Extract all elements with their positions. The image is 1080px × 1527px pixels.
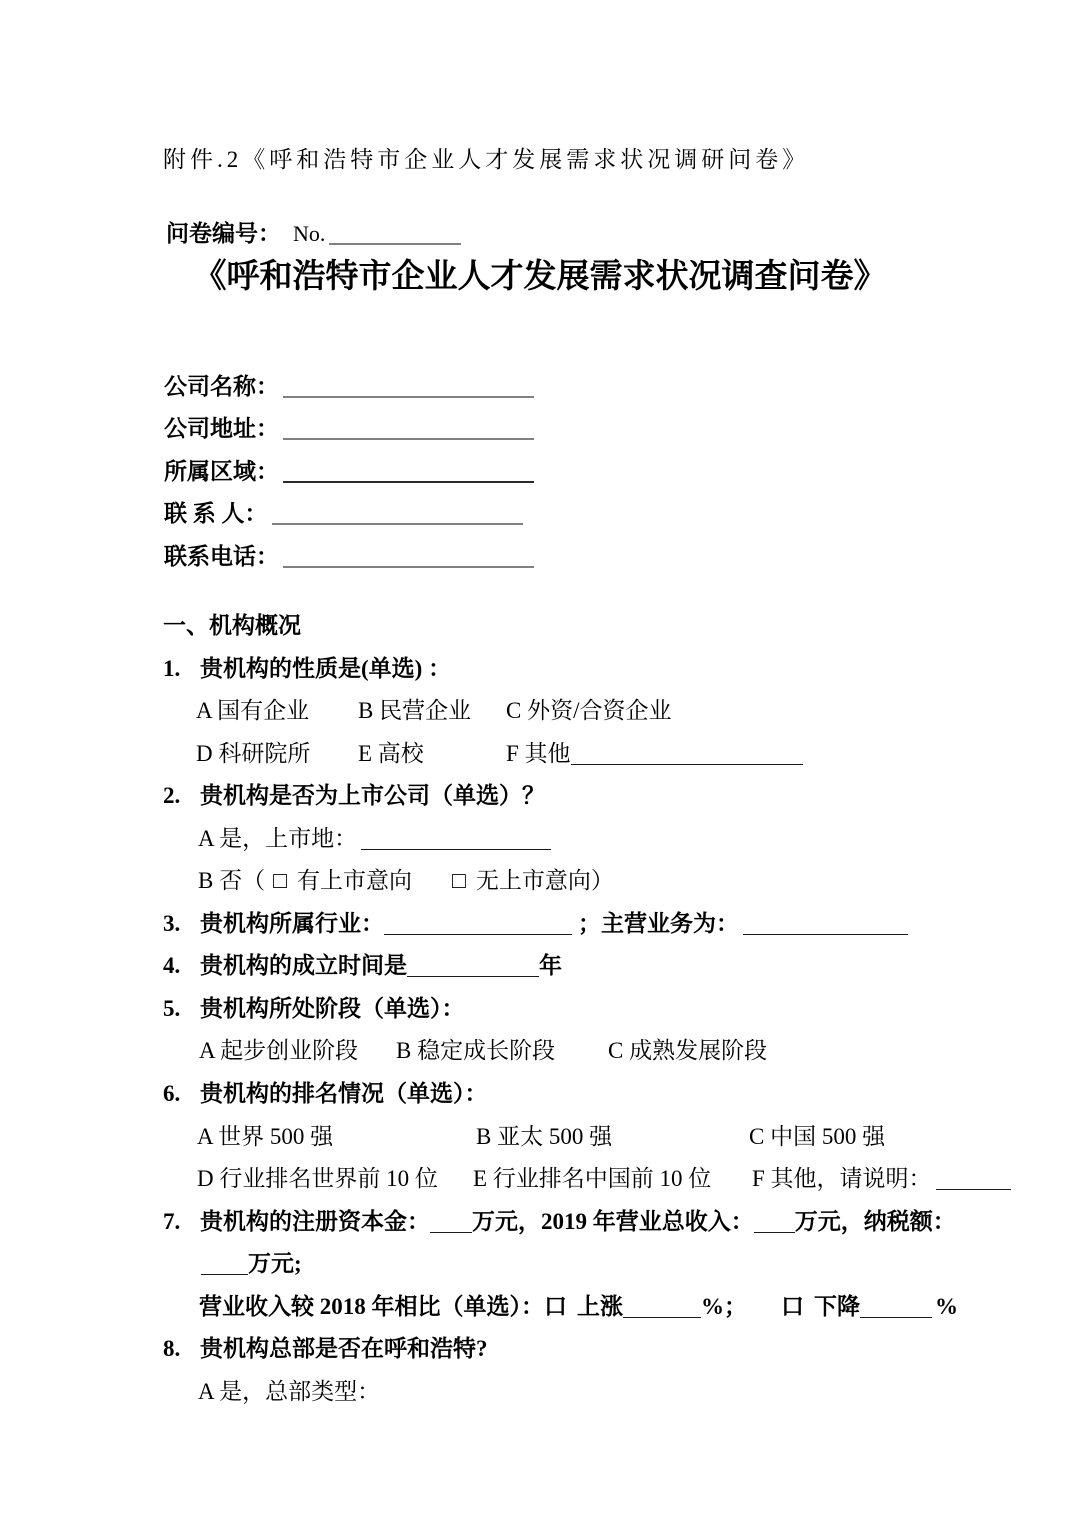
info-field-label: 公司名称： bbox=[164, 374, 279, 399]
section-heading: 一、机构概况 bbox=[163, 613, 301, 638]
question-text: 贵机构的性质是(单选) ： bbox=[200, 655, 452, 681]
checkbox-icon: 口 bbox=[544, 1293, 567, 1319]
question-number: 2. bbox=[163, 783, 181, 809]
question-6-options-row-2 bbox=[163, 1150, 1043, 1193]
info-row-company-name bbox=[164, 356, 534, 398]
survey-section bbox=[163, 597, 1043, 1405]
question-text: 贵机构总部是否在呼和浩特? bbox=[200, 1336, 488, 1362]
tax-amount-blank bbox=[201, 1260, 248, 1275]
info-field-blank bbox=[272, 509, 523, 525]
question-text: 万元，2019 年营业总收入： bbox=[472, 1208, 754, 1234]
question-7-continuation-row bbox=[163, 1235, 1043, 1278]
question-7-row bbox=[163, 1193, 1043, 1236]
checkbox-icon: □ bbox=[452, 868, 466, 894]
option-a-label: A 世界 500 强 bbox=[197, 1123, 334, 1149]
question-number: 8. bbox=[163, 1336, 181, 1362]
info-row-contact-phone bbox=[164, 526, 534, 568]
question-number: 4. bbox=[163, 953, 181, 979]
question-text: ；主营业务为： bbox=[578, 910, 739, 936]
info-field-label: 联系电话： bbox=[164, 543, 279, 569]
option-a-label: A 是，上市地： bbox=[198, 825, 358, 851]
question-8-row bbox=[163, 1320, 1043, 1363]
percent-label: % bbox=[935, 1293, 958, 1319]
question-text: 贵机构所属行业： bbox=[200, 910, 384, 936]
question-2-option-a-row bbox=[163, 810, 1043, 853]
attachment-line: 附件.2《呼和浩特市企业人才发展需求状况调研问卷》 bbox=[163, 147, 810, 172]
questionnaire-number-row bbox=[166, 215, 461, 248]
company-info-section bbox=[164, 356, 534, 568]
main-business-blank bbox=[743, 920, 908, 935]
page-title: 《呼和浩特市企业人才发展需求状况调查问卷》 bbox=[193, 259, 887, 295]
info-field-label: 公司地址： bbox=[164, 416, 279, 442]
percent-label: %； bbox=[701, 1293, 747, 1319]
option-a-label: A 国有企业 bbox=[196, 698, 310, 724]
option-f-other-blank bbox=[571, 750, 803, 765]
info-field-blank bbox=[283, 467, 534, 483]
question-1-options-row-2 bbox=[163, 725, 1043, 768]
question-text: 贵机构的注册资本金： bbox=[200, 1208, 430, 1234]
info-field-label: 联 系 人： bbox=[164, 501, 268, 527]
question-6-row bbox=[163, 1065, 1043, 1108]
info-field-blank bbox=[283, 424, 534, 440]
option-b-label: B 民营企业 bbox=[358, 698, 472, 724]
option-a-label: A 是，总部类型： bbox=[198, 1378, 381, 1404]
question-3-row bbox=[163, 895, 1043, 938]
option-c-label: C 中国 500 强 bbox=[749, 1123, 886, 1149]
question-text: 万元，纳税额： bbox=[794, 1208, 956, 1234]
question-text: 万元; bbox=[248, 1251, 302, 1277]
year-suffix-label: 年 bbox=[539, 953, 562, 979]
checkbox-icon: 口 bbox=[781, 1293, 804, 1319]
info-field-blank bbox=[283, 382, 534, 398]
rise-percent-blank bbox=[623, 1303, 701, 1318]
question-8-option-a-row bbox=[163, 1363, 1043, 1406]
option-c-label: C 外资/合资企业 bbox=[506, 698, 672, 724]
option-b-label: B 否（ bbox=[198, 868, 266, 894]
question-1-options-row-1 bbox=[163, 682, 1043, 725]
option-b-label: B 亚太 500 强 bbox=[476, 1123, 613, 1149]
option-e-label: E 高校 bbox=[358, 740, 424, 766]
option-no-listing-intent-label: 无上市意向） bbox=[475, 868, 614, 894]
question-7-compare-row bbox=[163, 1278, 1043, 1321]
question-2-option-b-row bbox=[163, 852, 1043, 895]
info-row-region bbox=[164, 441, 534, 483]
question-4-row bbox=[163, 937, 1043, 980]
option-a-label: A 起步创业阶段 bbox=[199, 1038, 359, 1064]
questionnaire-number-blank bbox=[329, 229, 461, 245]
question-number: 7. bbox=[163, 1208, 181, 1234]
question-6-options-row-1 bbox=[163, 1108, 1043, 1151]
question-text: 贵机构所处阶段（单选）： bbox=[200, 995, 465, 1021]
industry-blank bbox=[384, 920, 572, 935]
question-2-row bbox=[163, 767, 1043, 810]
question-number: 5. bbox=[163, 995, 181, 1021]
question-number: 3. bbox=[163, 910, 181, 936]
question-text: 贵机构的排名情况（单选）： bbox=[200, 1081, 488, 1107]
questionnaire-number-prefix: No. bbox=[293, 221, 326, 246]
option-e-label: E 行业排名中国前 10 位 bbox=[473, 1166, 712, 1192]
option-has-listing-intent-label: 有上市意向 bbox=[297, 868, 412, 894]
question-text: 贵机构是否为上市公司（单选）？ bbox=[200, 783, 545, 809]
option-d-label: D 行业排名世界前 10 位 bbox=[197, 1166, 438, 1192]
rise-label: 上涨 bbox=[577, 1293, 623, 1319]
registered-capital-blank bbox=[430, 1218, 472, 1233]
question-5-row bbox=[163, 980, 1043, 1023]
option-f-label: F 其他 bbox=[506, 740, 571, 766]
question-1-row bbox=[163, 640, 1043, 683]
question-text: 营业收入较 2018 年相比（单选）： bbox=[199, 1293, 544, 1319]
question-number: 6. bbox=[163, 1081, 181, 1107]
questionnaire-number-label: 问卷编号： bbox=[166, 221, 281, 246]
info-row-contact-person bbox=[164, 483, 534, 525]
option-d-label: D 科研院所 bbox=[196, 740, 311, 766]
option-c-label: C 成熟发展阶段 bbox=[608, 1038, 768, 1064]
option-f-label: F 其他，请说明： bbox=[752, 1166, 932, 1192]
question-5-options-row bbox=[163, 1022, 1043, 1065]
founding-year-blank bbox=[407, 962, 539, 977]
fall-label: 下降 bbox=[814, 1293, 860, 1319]
listing-place-blank bbox=[361, 835, 551, 850]
info-field-blank bbox=[283, 552, 534, 568]
info-field-label: 所属区域： bbox=[164, 458, 279, 484]
question-number: 1. bbox=[163, 655, 181, 681]
revenue-blank bbox=[754, 1218, 795, 1233]
info-row-company-address bbox=[164, 398, 534, 440]
question-text: 贵机构的成立时间是 bbox=[200, 953, 407, 979]
checkbox-icon: □ bbox=[273, 868, 287, 894]
option-f-other-blank bbox=[936, 1175, 1011, 1190]
option-b-label: B 稳定成长阶段 bbox=[396, 1038, 556, 1064]
fall-percent-blank bbox=[860, 1303, 932, 1318]
